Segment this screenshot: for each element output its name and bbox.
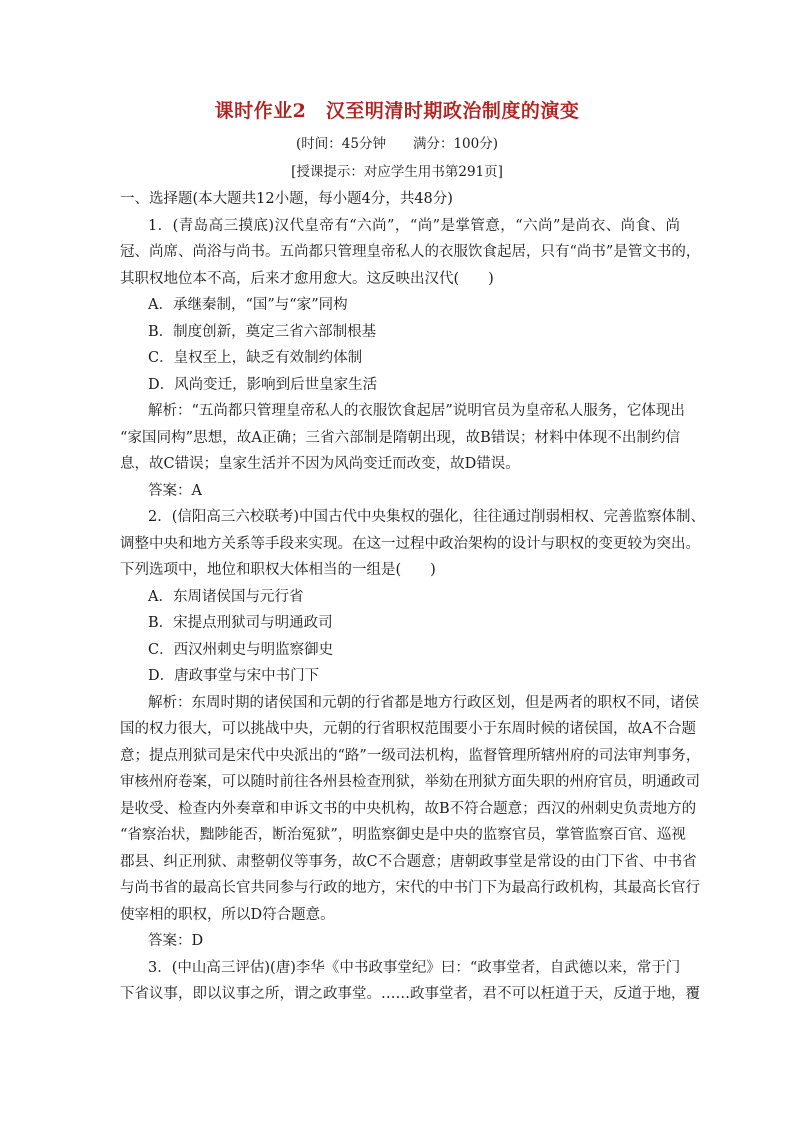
question-text-line: 调整中央和地方关系等手段来实现。在这一过程中政治架构的设计与职权的变更较为突出。 — [120, 535, 700, 552]
option-a: A．承继秦制，“国”与“家”同构 — [148, 297, 348, 313]
option-d: D．唐政事堂与宋中书门下 — [148, 668, 320, 684]
document-body — [120, 186, 706, 1008]
analysis-line: 解析：东周时期的诸侯国和元朝的行省都是地方行政区划，但是两者的职权不同，诸侯 — [148, 694, 699, 711]
analysis-line: 与尚书省的最高长官共同参与行政的地方，宋代的中书门下为最高行政机构，其最高长官行 — [120, 880, 700, 896]
analysis-line: 使宰相的职权，所以D符合题意。 — [120, 906, 335, 923]
analysis-line: 国的权力很大，可以挑战中央，元朝的行省职权范围要小于东周时候的诸侯国，故A不合题 — [120, 721, 696, 737]
teaching-hint: [授课提示：对应学生用书第291页] — [291, 164, 503, 180]
analysis-line: 是收受、检查内外奏章和申诉文书的中央机构，故B不符合题意；西汉的州刺史负责地方的 — [120, 800, 697, 817]
question-text-line: 2．(信阳高三六校联考)中国古代中央集权的强化，往往通过削弱相权、完善监察体制、 — [148, 509, 706, 525]
option-b: B．宋提点刑狱司与明通政司 — [148, 615, 333, 631]
analysis-line: “家国同构”思想，故A正确；三省六部制是隋朝出现，故B错误；材料中体现不出制约信 — [120, 429, 680, 446]
answer-text: 答案：D — [148, 933, 204, 949]
page-title: 课时作业2 汉至明清时期政治制度的演变 — [214, 100, 580, 122]
question-2 — [120, 504, 706, 955]
analysis-line: 解析：“五尚都只管理皇帝私人的衣服饮食起居”说明官员为皇帝私人服务，它体现出 — [148, 403, 685, 419]
time-score-info: (时间：45分钟 满分：100分) — [296, 136, 498, 152]
analysis-line: 意；提点刑狱司是宋代中央派出的“路”一级司法机构，监督管理所辖州府的司法审判事务， — [120, 747, 701, 764]
question-1 — [120, 213, 701, 505]
option-c: C．西汉州刺史与明监察御史 — [148, 641, 334, 658]
question-text-line: 冠、尚席、尚浴与尚书。五尚都只管理皇帝私人的衣服饮食起居，只有“尚书”是管文书的， — [120, 244, 701, 260]
analysis-line: 审核州府卷案，可以随时前往各州县检查刑狱，举劾在刑狱方面失职的州府官员，明通政司 — [120, 774, 700, 790]
analysis-line: 息，故C错误；皇家生活并不因为风尚变迁而改变，故D错误。 — [120, 456, 520, 472]
question-3 — [120, 955, 700, 1008]
question-text-line: 其职权地位本不高，后来才愈用愈大。这反映出汉代( ) — [120, 270, 494, 287]
option-a: A．东周诸侯国与元行省 — [148, 588, 304, 605]
section-heading: 一、选择题(本大题共12小题，每小题4分，共48分) — [120, 191, 453, 207]
option-c: C．皇权至上，缺乏有效制约体制 — [148, 350, 363, 366]
question-text-line: 下列选项中，地位和职权大体相当的一组是( ) — [120, 562, 436, 578]
analysis-line: “省察治状，黜陟能否，断治冤狱”，明监察御史是中央的监察官员，掌管监察百官、巡视 — [120, 827, 686, 843]
question-text-line: 下省议事，即以议事之所，谓之政事堂。……政事堂者，君不可以枉道于天，反道于地，覆 — [120, 986, 700, 1002]
analysis-line: 郡县、纠正刑狱、肃整朝仪等事务，故C不合题意；唐朝政事堂是常设的由门下省、中书省 — [120, 853, 697, 870]
question-text-line: 1．(青岛高三摸底)汉代皇帝有“六尚”，“尚”是掌管意，“六尚”是尚衣、尚食、尚 — [148, 217, 680, 234]
option-b: B．制度创新，奠定三省六部制根基 — [148, 323, 377, 340]
answer-text: 答案：A — [148, 482, 202, 499]
option-d: D．风尚变迁，影响到后世皇家生活 — [148, 376, 378, 393]
question-text-line: 3．(中山高三评估)(唐)李华《中书政事堂纪》曰：“政事堂者，自武德以来，常于门 — [148, 959, 681, 976]
